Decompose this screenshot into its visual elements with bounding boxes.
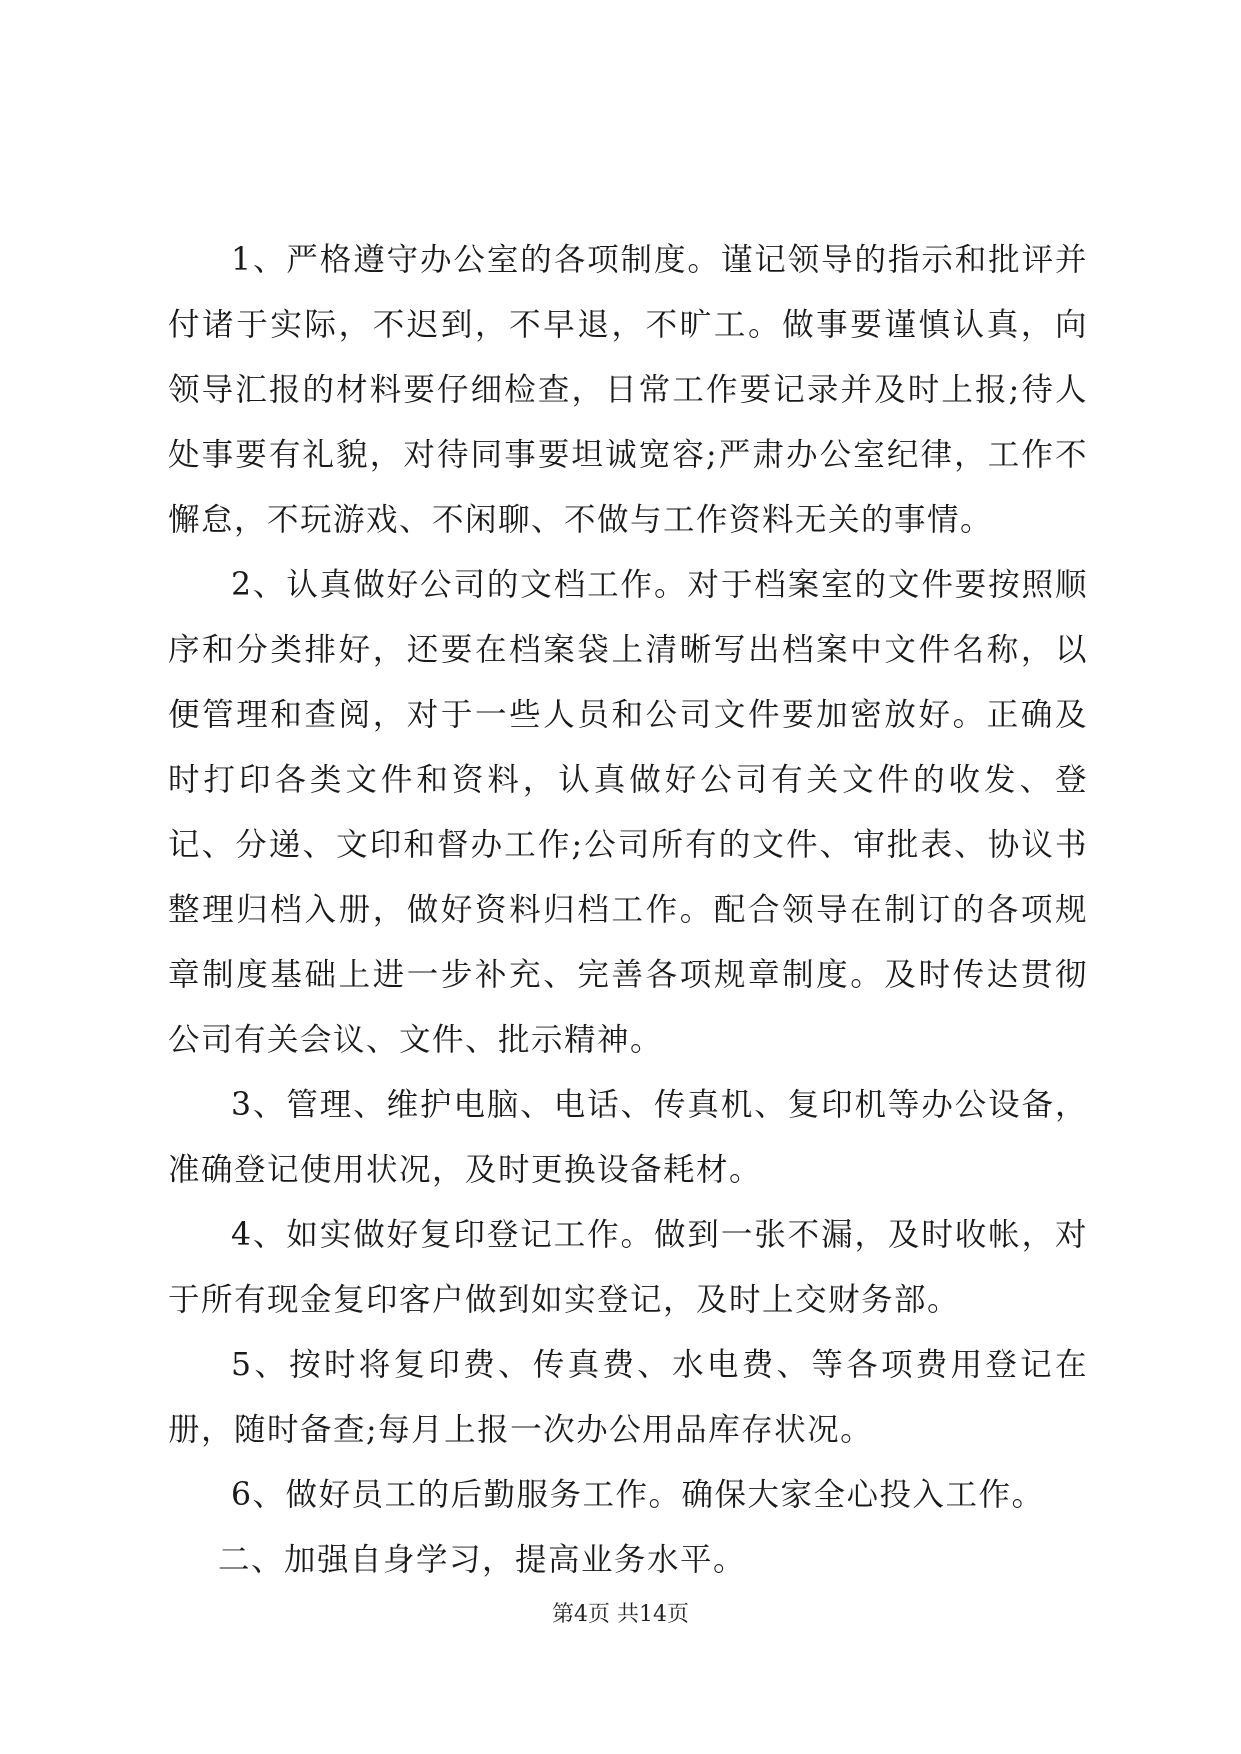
paragraph-6: 6、做好员工的后勤服务工作。确保大家全心投入工作。	[231, 1477, 1045, 1513]
paragraph-5: 5、按时将复印费、传真费、水电费、等各项费用登记在册，随时备查;每月上报一次办公用品库存状况。	[168, 1347, 1088, 1448]
section-heading: 二、加强自身学习，提高业务水平。	[218, 1542, 747, 1578]
paragraph-2: 2、认真做好公司的文档工作。对于档案室的文件要按照顺序和分类排好，还要在档案袋上清晰写出档案中文件名称，以便管理和查阅，对于一些人员和公司文件要加密放好。正确及时打印各类文件和资料，认真做好公司有关文件的收发、登记、分递、文印和督办工作;公司所有的文件、审批表、协议书整理归档入册，做好资料归档工作。配合领导在制订的各项规章制度基础上进一步补充、完善各项规章制度。及时传达贯彻公司有关会议、文件、批示精神。	[168, 567, 1088, 1058]
paragraph-1: 1、严格遵守办公室的各项制度。谨记领导的指示和批评并付诸于实际，不迟到，不早退，不旷工。做事要谨慎认真，向领导汇报的材料要仔细检查，日常工作要记录并及时上报;待人处事要有礼貌，对待同事要坦诚宽容;严肃办公室纪律，工作不懈怠，不玩游戏、不闲聊、不做与工作资料无关的事情。	[168, 242, 1088, 538]
page-footer: 第4页 共14页	[552, 1602, 689, 1627]
paragraph-4: 4、如实做好复印登记工作。做到一张不漏，及时收帐，对于所有现金复印客户做到如实登记，及时上交财务部。	[168, 1217, 1088, 1318]
paragraph-3: 3、管理、维护电脑、电话、传真机、复印机等办公设备，准确登记使用状况，及时更换设备耗材。	[168, 1087, 1088, 1188]
document-body	[168, 228, 1088, 1593]
